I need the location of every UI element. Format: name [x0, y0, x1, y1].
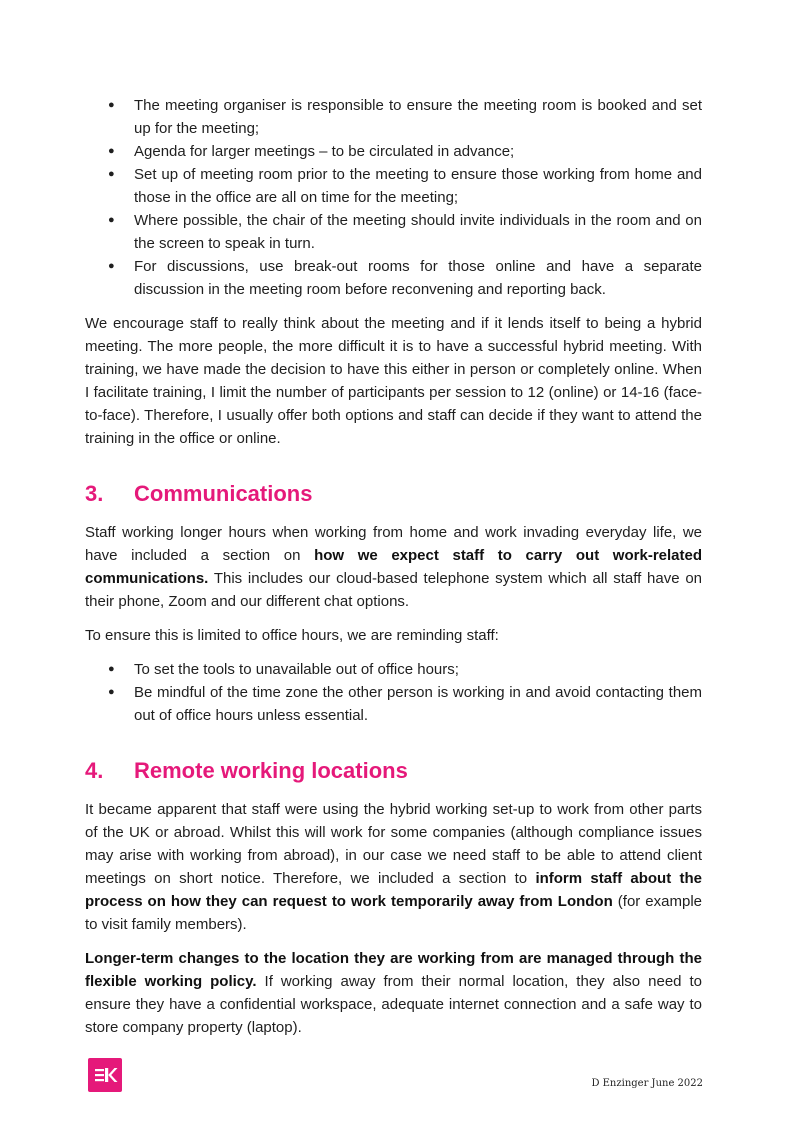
hybrid-meeting-paragraph: We encourage staff to really think about the meeting and if it lends itself to being a hybrid meeting. The more people, the more difficult it is to have a successful hybrid meeting. With training, we have made the decision to have this either in person or completely online. When I facilitate training, I limit the number of participants per session to 12 (online) or 14-16 (face-to-face). Therefore, I usually offer both options and staff can decide if they want to attend the training in the office or online. — [85, 315, 702, 447]
list-item: ● Where possible, the chair of the meeting should invite individuals in the room and on the screen to speak in turn. — [85, 209, 702, 255]
section-number: 3. — [85, 481, 104, 506]
bullet-icon: ● — [108, 168, 115, 180]
list-item: ● Be mindful of the time zone the other person is working in and avoid contacting them out of office hours unless essential. — [85, 681, 702, 727]
page-content — [85, 94, 702, 1050]
bullet-icon: ● — [108, 99, 115, 111]
section-title: Remote working locations — [134, 758, 408, 783]
section-heading-remote-working — [85, 757, 702, 785]
section-number: 4. — [85, 758, 104, 783]
meeting-guidelines-list — [85, 94, 702, 301]
flexible-working-paragraph: Longer-term changes to the location they are working from are managed through the flexible working policy. If working away from their normal location, they also need to ensure they have a confidential workspace, adequate internet connection and a safe way to store company property (laptop). — [85, 950, 702, 1036]
bullet-icon: ● — [108, 145, 115, 157]
section-title: Communications — [134, 481, 313, 506]
footer-author-date: D Enzinger June 2022 — [591, 1078, 703, 1089]
list-item: ● Agenda for larger meetings – to be circulated in advance; — [85, 140, 702, 163]
list-item: ● Set up of meeting room prior to the meeting to ensure those working from home and those in the office are all on time for the meeting; — [85, 163, 702, 209]
list-item: ● For discussions, use break-out rooms for those online and have a separate discussion in the meeting room before reconvening and reporting back. — [85, 255, 702, 301]
office-hours-paragraph: To ensure this is limited to office hours, we are reminding staff: — [85, 627, 499, 644]
remote-working-paragraph: It became apparent that staff were using the hybrid working set-up to work from other parts of the UK or abroad. Whilst this will work for some companies (although compliance issues may arise with working from abroad), in our case we need staff to be able to attend client meetings on short notice. Therefore, we included a section to inform staff about the process on how they can request to work temporarily away from London (for example to visit family members). — [85, 801, 702, 933]
list-item: ● To set the tools to unavailable out of office hours; — [85, 658, 702, 681]
ek-logo-icon — [88, 1058, 122, 1092]
communications-paragraph: Staff working longer hours when working from home and work invading everyday life, we have included a section on how we expect staff to carry out work-related communications. This includes our cloud-based telephone system which all staff have on their phone, Zoom and our different chat options. — [85, 524, 703, 610]
bullet-icon: ● — [108, 214, 115, 226]
office-hours-list — [85, 658, 702, 727]
bullet-icon: ● — [108, 663, 115, 675]
bullet-icon: ● — [108, 260, 115, 272]
company-logo — [88, 1058, 122, 1092]
list-item: ● The meeting organiser is responsible to ensure the meeting room is booked and set up for the meeting; — [85, 94, 702, 140]
bullet-icon: ● — [108, 686, 115, 698]
section-heading-communications — [85, 480, 702, 508]
